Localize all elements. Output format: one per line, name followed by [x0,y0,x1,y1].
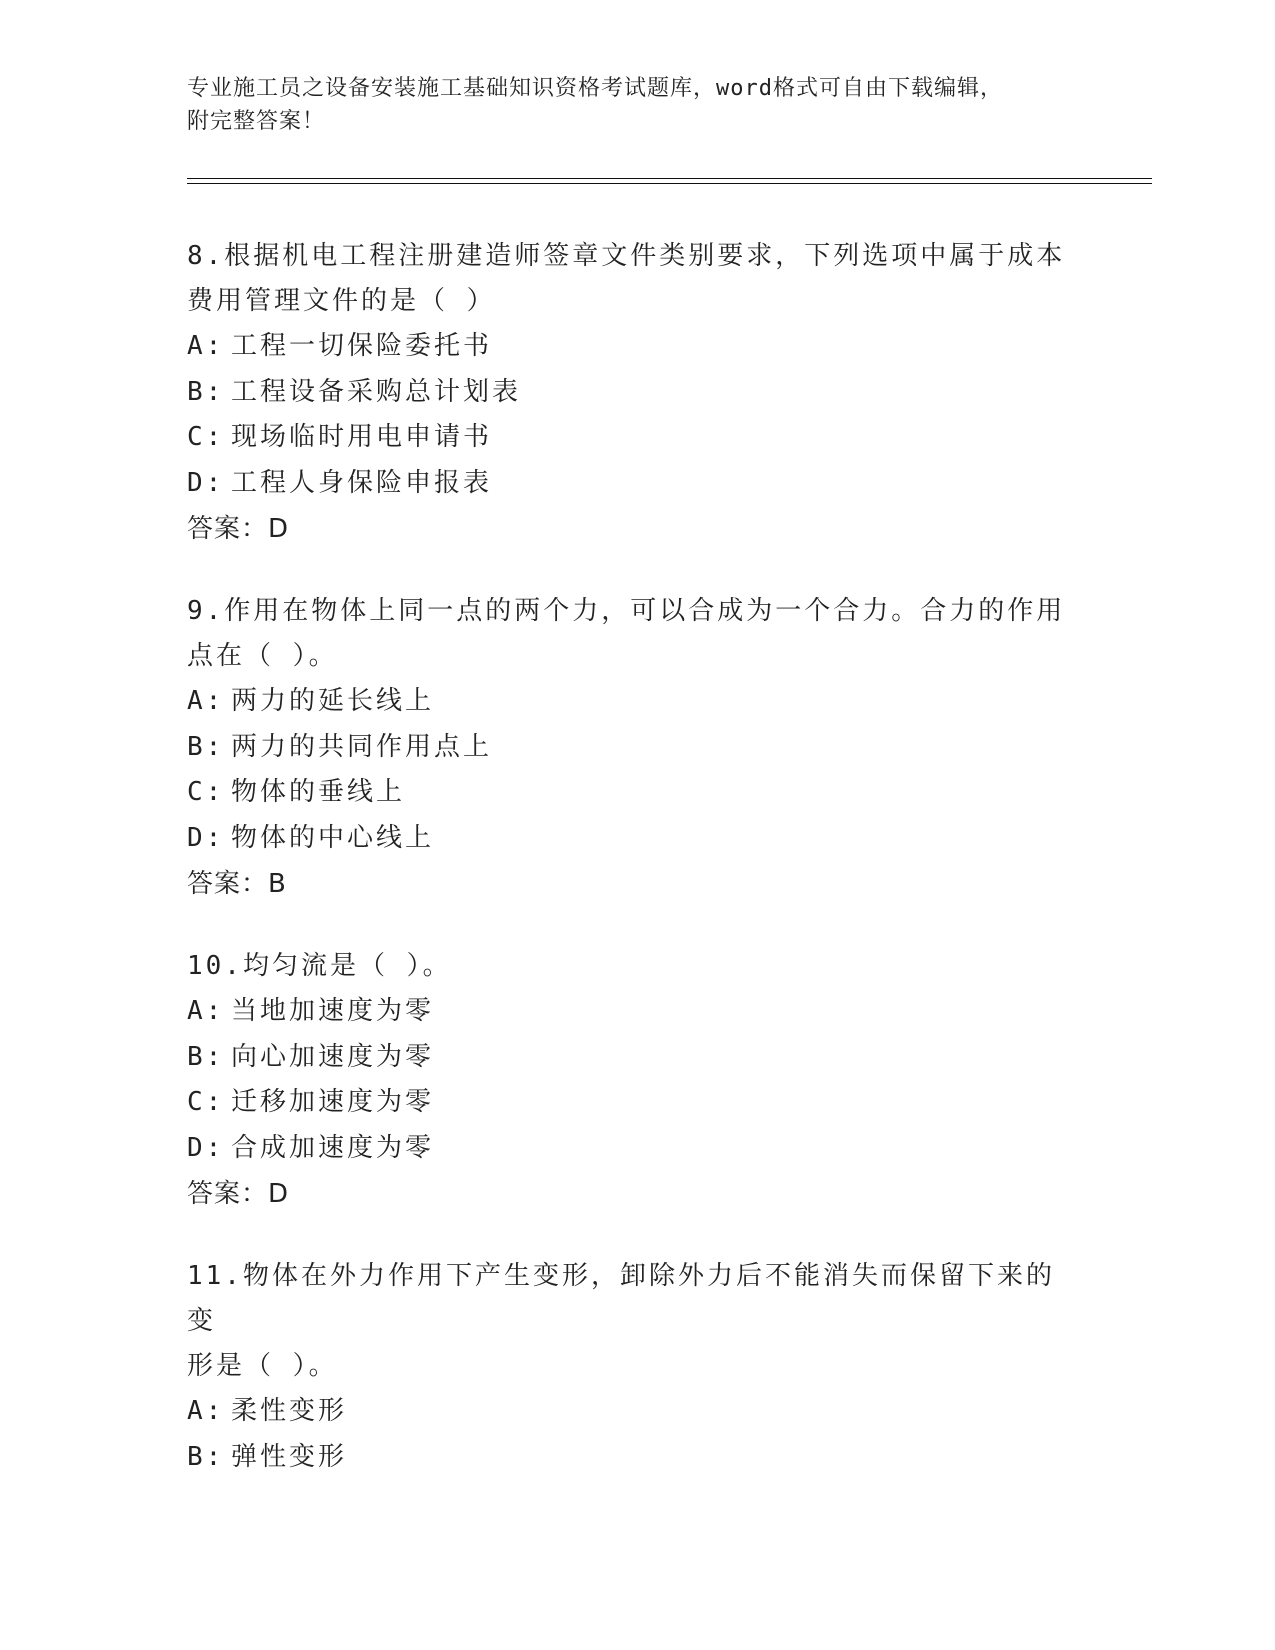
option-letter: C: [187,422,225,452]
header-line-2: 附完整答案！ [187,109,326,134]
option-letter: D: [187,1132,225,1163]
question-stem-line: 8.根据机电工程注册建造师签章文件类别要求，下列选项中属于成本 [187,241,1066,271]
option-b [187,1435,1067,1481]
question-stem-line: 形是（ ）。 [187,1351,338,1381]
option-text: 工程人身保险申报表 [231,467,493,498]
option-letter: A: [187,686,225,716]
option-letter: B: [187,731,225,762]
question-stem-line: 点在（ ）。 [187,641,338,671]
question-stem-line: 9.作用在物体上同一点的两个力，可以合成为一个合力。合力的作用 [187,596,1066,626]
question-stem [187,234,1067,324]
question-10 [187,944,1067,1217]
option-text: 两力的共同作用点上 [231,731,493,762]
question-11 [187,1254,1067,1480]
option-b [187,725,1067,771]
option-letter: D: [187,467,225,498]
option-d [187,816,1067,862]
question-stem-line: 费用管理文件的是（ ） [187,286,496,316]
option-text: 两力的延长线上 [231,686,435,716]
question-stem-line: 11.物体在外力作用下产生变形，卸除外力后不能消失而保留下来的变 [187,1261,1055,1336]
option-text: 当地加速度为零 [231,996,435,1026]
answer-line: 答案：D [187,1179,290,1209]
option-letter: A: [187,1396,225,1426]
document-header [187,72,1067,138]
option-a [187,324,1067,370]
answer-line: 答案：B [187,869,287,899]
option-c [187,1080,1067,1126]
option-letter: A: [187,996,225,1026]
option-text: 现场临时用电申请书 [231,422,493,452]
question-stem [187,589,1067,679]
option-c [187,770,1067,816]
question-stem [187,1254,1067,1389]
question-stem-line: 10.均匀流是（ ）。 [187,951,452,981]
option-d [187,1126,1067,1172]
option-b [187,370,1067,416]
option-a [187,1389,1067,1435]
option-text: 物体的中心线上 [231,822,435,853]
option-letter: D: [187,822,225,853]
option-letter: C: [187,1087,225,1117]
option-text: 迁移加速度为零 [231,1087,435,1117]
question-list [187,234,1067,1517]
option-letter: C: [187,777,225,807]
option-text: 柔性变形 [231,1396,348,1426]
header-divider-top [187,178,1152,179]
question-stem [187,944,1067,989]
question-8 [187,234,1067,552]
option-text: 合成加速度为零 [231,1132,435,1163]
header-line-1: 专业施工员之设备安装施工基础知识资格考试题库，word格式可自由下载编辑， [187,76,1003,101]
option-d [187,461,1067,507]
option-text: 工程设备采购总计划表 [231,376,522,407]
option-letter: A: [187,331,225,361]
option-text: 物体的垂线上 [231,777,406,807]
option-letter: B: [187,1041,225,1072]
option-letter: B: [187,1441,225,1472]
option-text: 弹性变形 [231,1441,348,1472]
option-c [187,415,1067,461]
answer-line: 答案：D [187,514,290,544]
header-divider-bottom [187,183,1152,184]
option-b [187,1035,1067,1081]
option-a [187,679,1067,725]
option-text: 向心加速度为零 [231,1041,435,1072]
option-a [187,989,1067,1035]
option-letter: B: [187,376,225,407]
question-9 [187,589,1067,907]
option-text: 工程一切保险委托书 [231,331,493,361]
